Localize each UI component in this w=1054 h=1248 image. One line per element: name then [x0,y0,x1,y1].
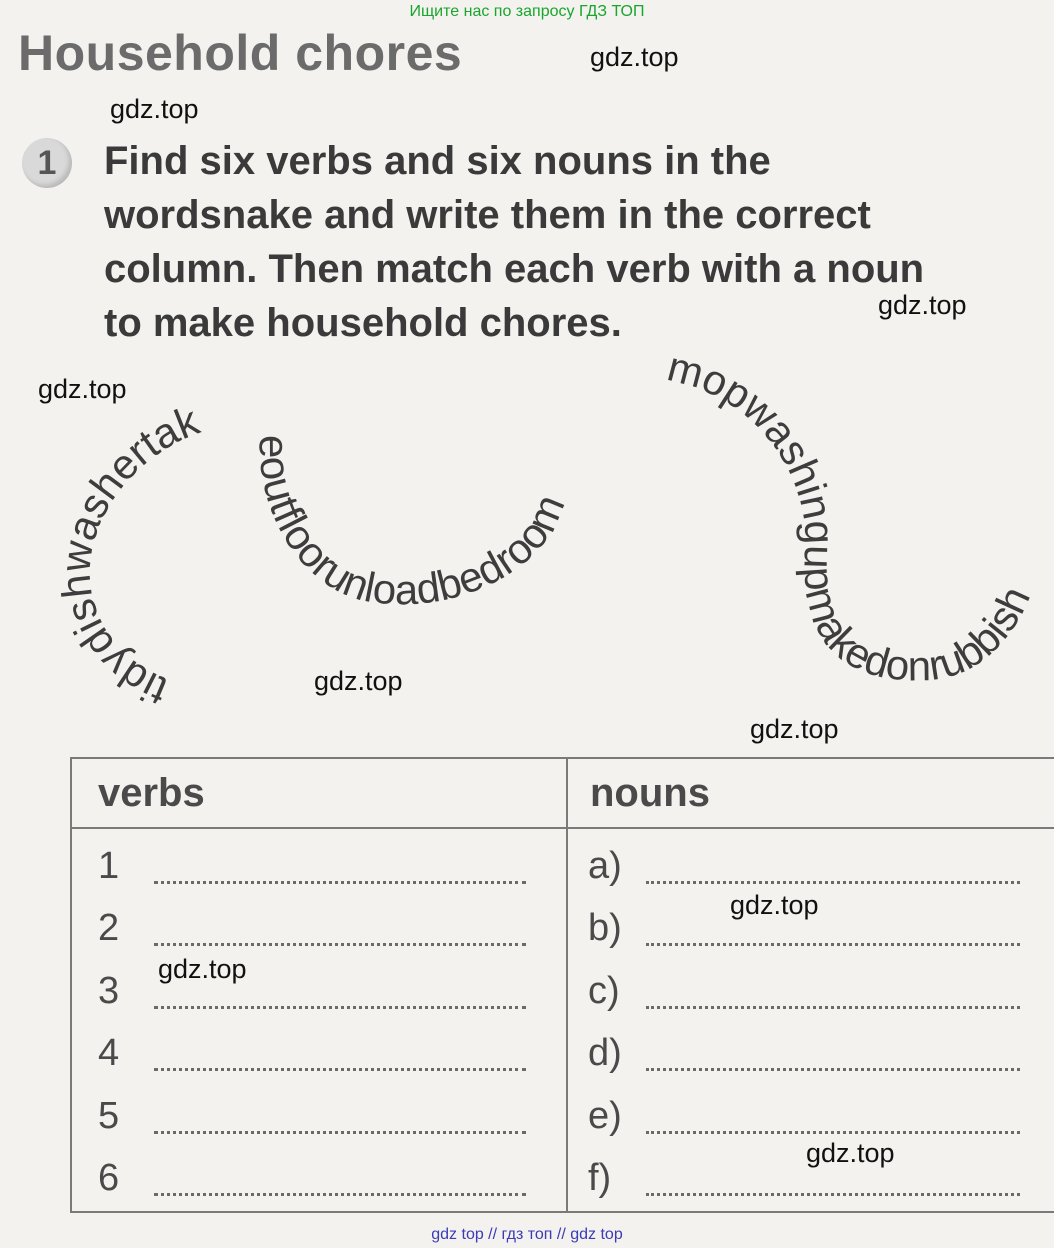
wordsnake-segment-text: tidydishwashertak [51,396,206,716]
watermark: gdz.top [730,890,819,920]
nouns-column-header: nouns [590,771,710,815]
instruction-line: column. Then match each verb with a noun [104,247,925,291]
noun-row-letter: d) [588,1032,622,1074]
instruction-line: wordsnake and write them in the correct [104,193,871,237]
bottom-banner: gdz top // гдз топ // gdz top [431,1226,623,1243]
verb-answer-line[interactable] [154,881,526,884]
exercise-number-badge: 1 [22,138,72,188]
verb-answer-line[interactable] [154,943,526,946]
watermark: gdz.top [314,666,403,696]
wordsnake-segment [663,342,1039,689]
header-divider [72,827,1054,829]
noun-answer-line[interactable] [646,943,1020,946]
verb-row-number: 6 [98,1157,120,1199]
watermark: gdz.top [38,374,127,404]
verb-answer-line[interactable] [154,1131,526,1134]
verb-answer-line[interactable] [154,1193,526,1196]
wordsnake-segment-text: eoutfloorunloadbedroom [250,434,574,614]
watermark: gdz.top [878,290,967,320]
verb-row-number: 5 [98,1095,120,1137]
noun-answer-line[interactable] [646,1193,1020,1196]
page-title: Household chores [18,25,463,81]
noun-row-letter: f) [588,1157,612,1199]
watermark: gdz.top [750,714,839,744]
watermark: gdz.top [590,42,679,72]
noun-row-letter: e) [588,1095,622,1137]
noun-answer-line[interactable] [646,1068,1020,1071]
noun-row-letter: c) [588,970,620,1012]
wordsnake-segment [251,435,574,614]
verb-row-number: 1 [98,845,120,887]
watermark: gdz.top [806,1138,895,1168]
verb-answer-line[interactable] [154,1068,526,1071]
noun-answer-line[interactable] [646,881,1020,884]
instruction-line: to make household chores. [104,301,622,345]
instruction-line: Find six verbs and six nouns in the [104,139,771,183]
chores-table [70,757,1054,1213]
verbs-column-header: verbs [98,771,205,815]
watermark: gdz.top [110,94,199,124]
verb-row-number: 2 [98,907,120,949]
verb-row-number: 3 [98,970,120,1012]
verb-answer-line[interactable] [154,1006,526,1009]
top-banner: Ищите нас по запросу ГДЗ ТОП [409,3,645,20]
wordsnake-segment-text: mopwashingupmakedonrubbish [662,342,1040,690]
noun-answer-line[interactable] [646,1006,1020,1009]
watermark: gdz.top [158,954,247,984]
verb-row-number: 4 [98,1032,120,1074]
noun-answer-line[interactable] [646,1131,1020,1134]
noun-row-letter: b) [588,907,622,949]
wordsnake-segment [51,396,206,715]
noun-row-letter: a) [588,845,622,887]
wordsnake [0,340,1054,740]
